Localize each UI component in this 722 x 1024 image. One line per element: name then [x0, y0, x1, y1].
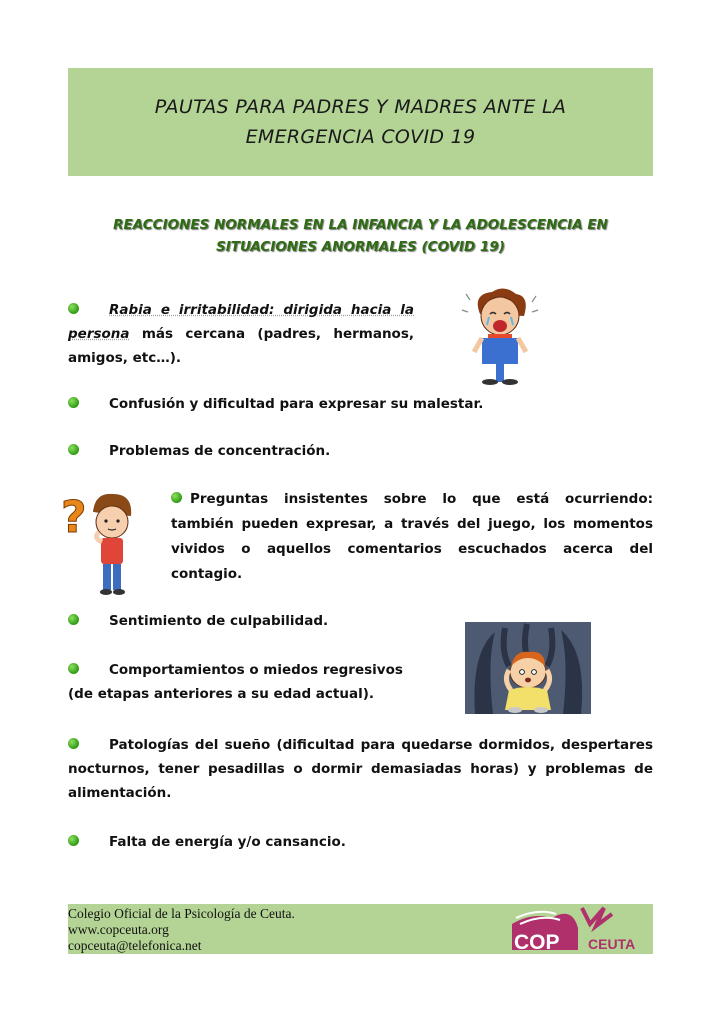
subtitle-line-1: REACCIONES NORMALES EN LA INFANCIA Y LA ADOLESCENCIA EN	[113, 217, 608, 233]
bullet-icon	[68, 397, 79, 408]
item-concentracion	[68, 439, 653, 463]
subtitle-line-2: SITUACIONES ANORMALES (COVID 19)	[216, 239, 505, 255]
culpabilidad-text: Sentimiento de culpabilidad.	[109, 613, 329, 629]
energia-text: Falta de energía y/o cansancio.	[109, 834, 346, 850]
concentracion-text: Problemas de concentración.	[109, 443, 331, 459]
crying-child-illustration	[452, 286, 548, 386]
bullet-icon	[68, 444, 79, 455]
item-sueno	[68, 733, 653, 805]
confusion-text: Confusión y dificultad para expresar su malestar.	[109, 396, 484, 412]
rabia-rest: más cercana (padres, hermanos, amigos, etc…).	[68, 326, 414, 366]
bullet-icon	[68, 738, 79, 749]
item-regresivos	[68, 658, 448, 706]
bullet-icon	[68, 614, 79, 625]
footer-email-link[interactable]: copceuta@telefonica.net	[68, 938, 202, 953]
footer	[68, 904, 653, 954]
footer-org-name: Colegio Oficial de la Psicología de Ceuta.	[68, 906, 295, 921]
regresivos-text-1: Comportamientos o miedos regresivos	[109, 662, 403, 678]
regresivos-text-2: (de etapas anteriores a su edad actual).	[68, 686, 375, 702]
section-subtitle	[68, 214, 653, 258]
title-banner	[68, 68, 653, 176]
bullet-icon	[68, 303, 79, 314]
sueno-text: Patologías del sueño (dificultad para quedarse dormidos, despertares nocturnos, tener pesadillas o dormir demasiadas horas) y problemas de alimentación.	[68, 737, 653, 801]
title-line-2: EMERGENCIA COVID 19	[245, 126, 476, 148]
cop-ceuta-logo	[512, 904, 653, 954]
bullet-icon	[171, 492, 182, 503]
preguntas-text: Preguntas insistentes sobre lo que está ocurriendo: también pueden expresar, a través del juego, los momentos vividos o aquellos comentarios escuchados acerca del contagio.	[171, 491, 653, 582]
question-child-illustration	[55, 488, 155, 598]
item-preguntas	[171, 487, 653, 587]
page-title	[155, 92, 567, 152]
item-confusion	[68, 392, 653, 416]
footer-contact	[68, 906, 295, 954]
rabia-emphasis: Rabia e irritabilidad: dirigida hacia la	[109, 302, 414, 318]
item-culpabilidad	[68, 609, 468, 633]
item-energia	[68, 830, 653, 854]
logo-ceuta-text: CEUTA	[588, 936, 636, 952]
svg-text:?: ?	[61, 492, 87, 543]
rabia-emphasis-2: persona	[68, 326, 130, 342]
scared-child-illustration	[465, 622, 591, 714]
footer-website-link[interactable]: www.copceuta.org	[68, 922, 169, 937]
regresivos-line-1	[68, 658, 448, 682]
bullet-icon	[68, 835, 79, 846]
title-line-1: PAUTAS PARA PADRES Y MADRES ANTE LA	[154, 96, 567, 118]
bullet-icon	[68, 663, 79, 674]
item-rabia	[68, 298, 414, 370]
logo-cop-text: COP	[514, 931, 560, 954]
